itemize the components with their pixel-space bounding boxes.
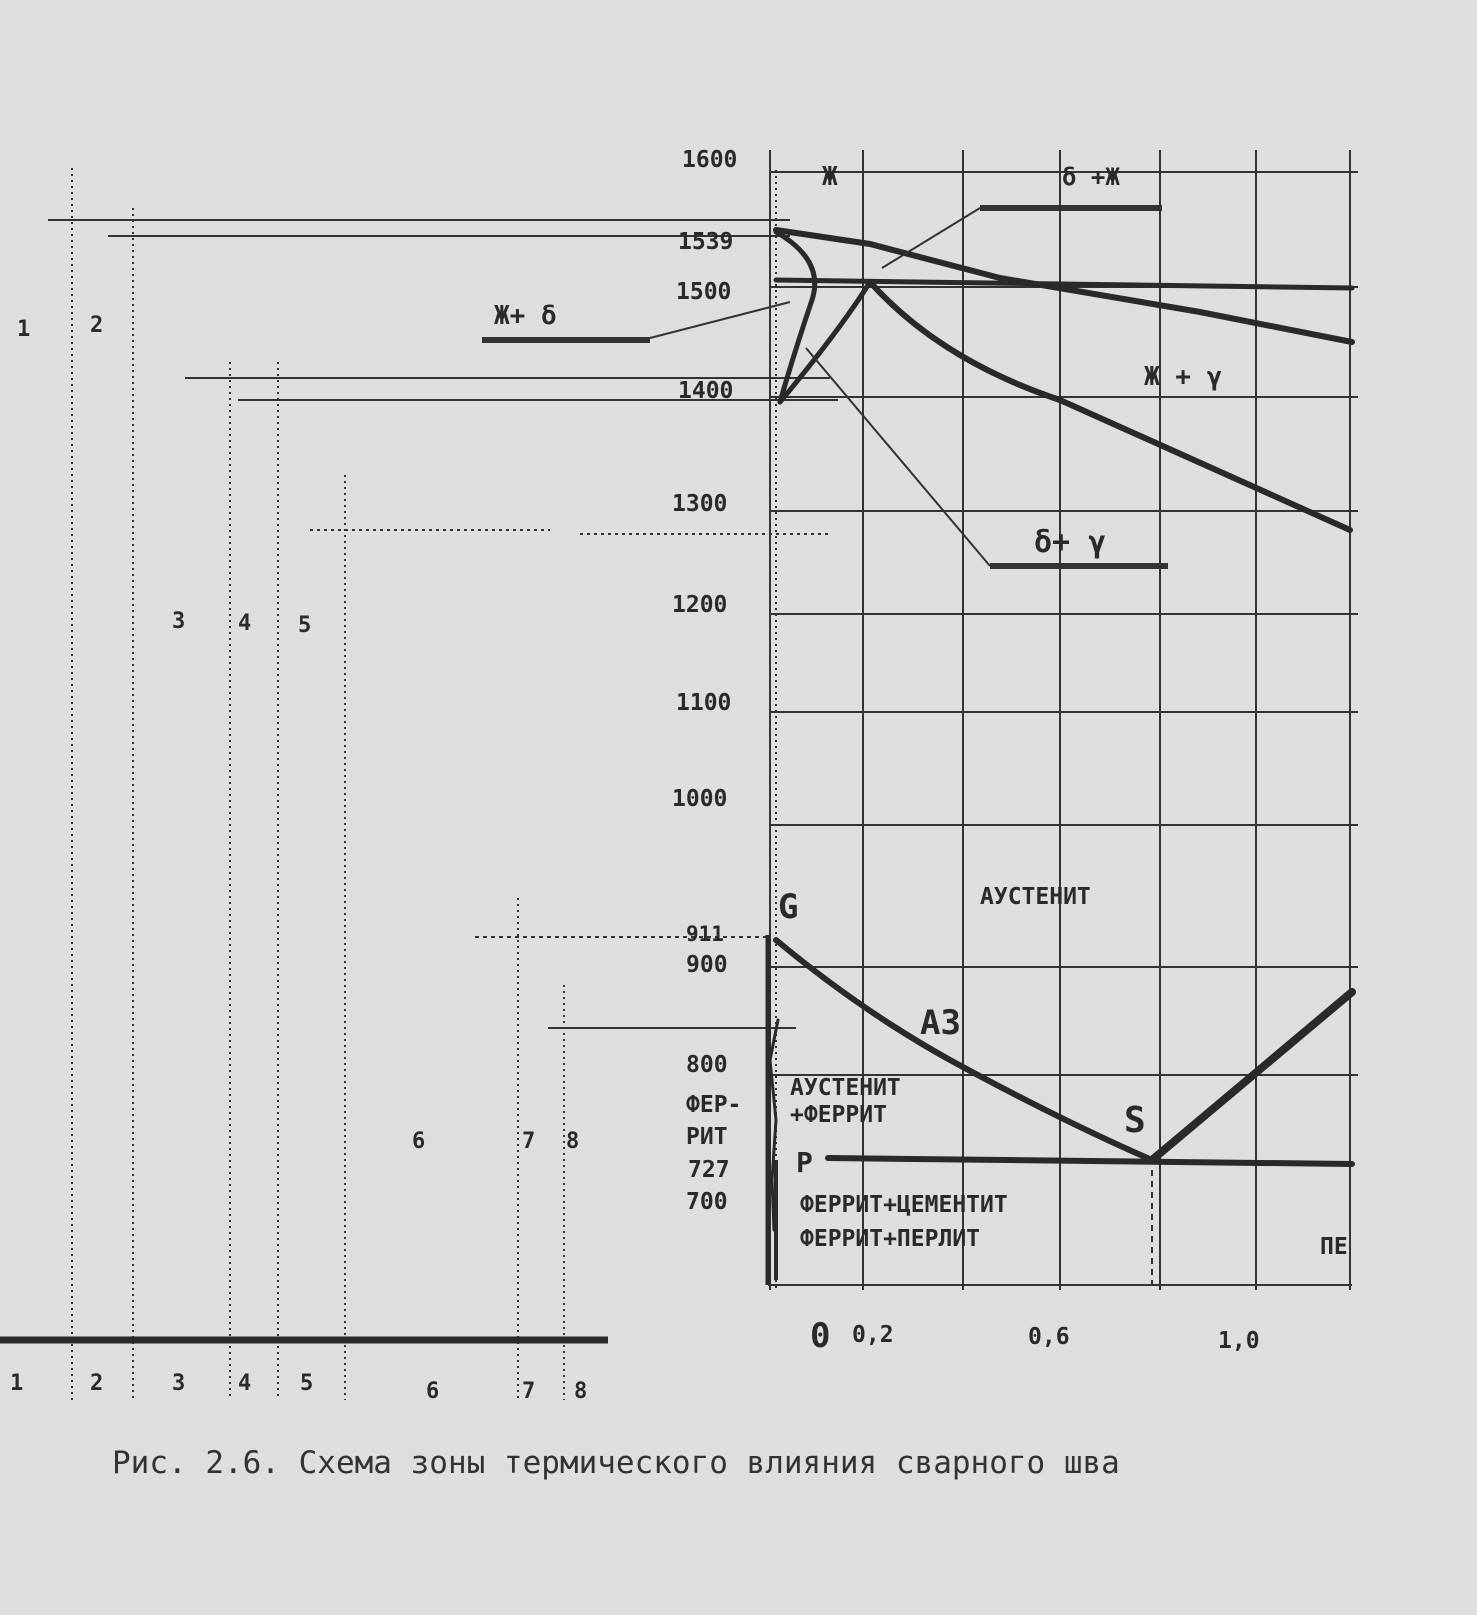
tick-800: 800 xyxy=(686,1052,728,1078)
zone-label-6-bottom: 6 xyxy=(426,1379,440,1404)
zone-label-5-bottom: 5 xyxy=(300,1371,314,1396)
zone-scheme xyxy=(0,168,838,1400)
label-point-g: G xyxy=(778,887,799,927)
leader-lines xyxy=(482,208,1168,566)
eutectoid-line-727 xyxy=(828,1158,1352,1164)
tick-1300: 1300 xyxy=(672,491,728,517)
tick-1500: 1500 xyxy=(676,279,732,305)
zone-label-1-bottom: 1 xyxy=(10,1371,24,1396)
delta-gamma-left-curve xyxy=(780,282,870,402)
label-austenite-ferrite-line2: +ФЕРРИТ xyxy=(790,1102,887,1128)
label-delta-liquid: δ +Ж xyxy=(1062,163,1120,191)
solidus-gamma-curve xyxy=(870,282,1350,530)
tick-1000: 1000 xyxy=(672,786,728,812)
figure-caption: Рис. 2.6. Схема зоны термического влияния сварного шва xyxy=(112,1445,1120,1481)
label-pearlite-cut: ПЕ xyxy=(1320,1234,1348,1260)
tick-1539: 1539 xyxy=(678,229,734,255)
tick-1100: 1100 xyxy=(676,690,732,716)
tick-911: 911 xyxy=(686,922,724,946)
carbon-tick-0: 0 xyxy=(810,1316,831,1356)
carbon-tick-1-0: 1,0 xyxy=(1218,1328,1260,1354)
zone-label-2: 2 xyxy=(90,313,104,338)
tick-700: 700 xyxy=(686,1189,728,1215)
tick-727: 727 xyxy=(688,1157,730,1183)
zone-label-6: 6 xyxy=(412,1129,426,1154)
zone-numbers-upper xyxy=(17,313,579,1154)
zone-label-4-bottom: 4 xyxy=(238,1371,252,1396)
label-a3: А3 xyxy=(920,1003,961,1043)
delta-solvus-curve xyxy=(776,232,815,402)
temperature-axis-labels xyxy=(672,147,737,1215)
zone-label-4: 4 xyxy=(238,611,252,636)
label-austenite: АУСТЕНИТ xyxy=(980,884,1091,910)
label-ferrite-line2: РИТ xyxy=(686,1124,728,1150)
label-liquid-gamma: Ж + γ xyxy=(1144,362,1223,392)
zone-label-2-bottom: 2 xyxy=(90,1371,104,1396)
zone-label-7-bottom: 7 xyxy=(522,1379,536,1404)
label-ferrite-line1: ФЕР- xyxy=(686,1092,742,1118)
tick-1200: 1200 xyxy=(672,592,728,618)
zone-label-8: 8 xyxy=(566,1129,580,1154)
label-liquid: Ж xyxy=(822,162,838,192)
carbon-tick-0-6: 0,6 xyxy=(1028,1324,1070,1350)
label-point-s: S xyxy=(1124,1100,1146,1141)
zone-label-5: 5 xyxy=(298,613,312,638)
zone-label-3-bottom: 3 xyxy=(172,1371,186,1396)
zone-numbers-lower xyxy=(10,1371,587,1404)
label-liquid-delta: Ж+ δ xyxy=(494,301,557,331)
label-ferrite-cementite: ФЕРРИТ+ЦЕМЕНТИТ xyxy=(800,1192,1008,1218)
zone-label-1: 1 xyxy=(17,317,31,342)
label-delta-gamma: δ+ γ xyxy=(1034,525,1107,560)
carbon-tick-0-2: 0,2 xyxy=(852,1322,894,1348)
zone-label-7: 7 xyxy=(522,1129,536,1154)
carbon-axis-labels xyxy=(810,1316,1260,1356)
tick-1600: 1600 xyxy=(682,147,738,173)
label-point-p: P xyxy=(796,1146,813,1179)
label-austenite-ferrite-line1: АУСТЕНИТ xyxy=(790,1075,901,1101)
label-ferrite-pearlite: ФЕРРИТ+ПЕРЛИТ xyxy=(800,1226,981,1252)
zone-label-8-bottom: 8 xyxy=(574,1379,588,1404)
tick-900: 900 xyxy=(686,952,728,978)
zone-label-3: 3 xyxy=(172,609,186,634)
tick-1400: 1400 xyxy=(678,378,734,404)
